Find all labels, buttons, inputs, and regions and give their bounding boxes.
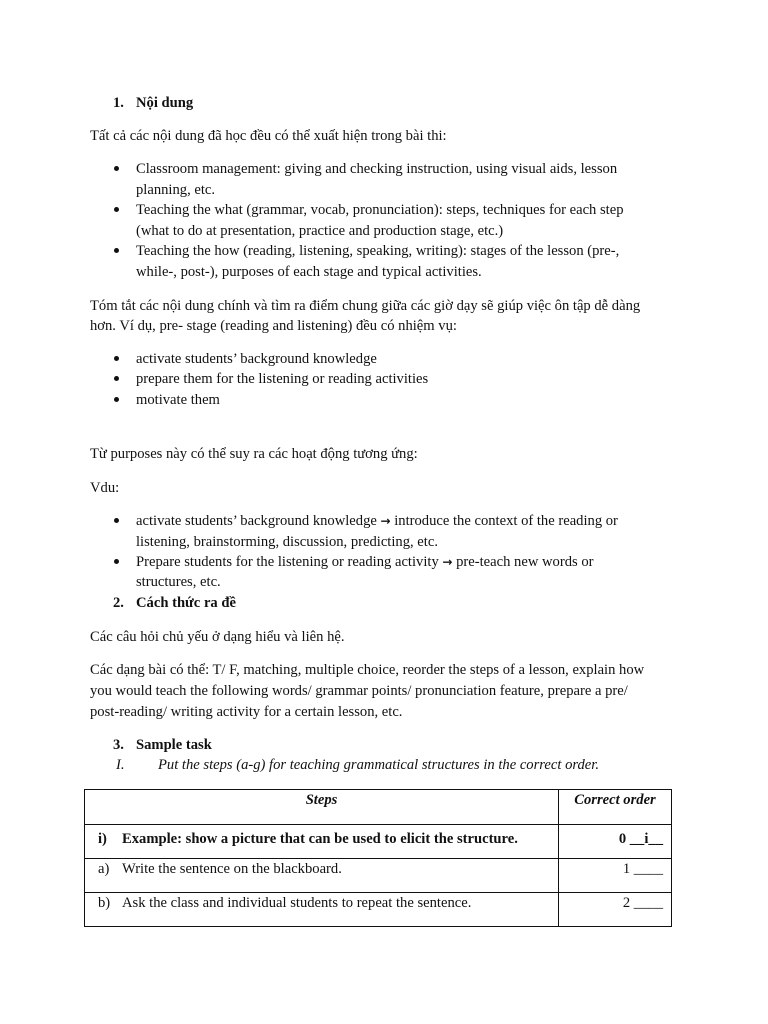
bullet-icon [114, 376, 119, 381]
example-effect: pre-teach new words or [456, 554, 594, 570]
bullet-icon [114, 166, 119, 171]
order-value: 1 ____ [622, 861, 663, 877]
list-item-line: structures, etc. [136, 574, 221, 590]
bullet-icon [114, 397, 119, 402]
step-text: Write the sentence on the blackboard. [122, 861, 342, 877]
list-item-line: Teaching the what (grammar, vocab, pronunciation): steps, techniques for each step [136, 202, 624, 218]
step-label: i) [98, 831, 107, 847]
order-cell[interactable] [559, 825, 672, 859]
bullet-icon [114, 518, 119, 523]
list-item: activate students’ background knowledge [136, 351, 377, 367]
list-item: motivate them [136, 392, 220, 408]
list-item-line: Classroom management: giving and checking instruction, using visual aids, lesson [136, 161, 618, 177]
section-2-paragraph: Các câu hỏi chủ yếu ở dạng hiểu và liên hệ. [90, 629, 345, 645]
step-text: Ask the class and individual students to repeat the sentence. [122, 895, 472, 911]
section-1-number: 1. [113, 95, 124, 111]
section-1-intro: Tất cả các nội dung đã học đều có thể xuất hiện trong bài thi: [90, 128, 447, 144]
purposes-paragraph: Từ purposes này có thể suy ra các hoạt động tương ứng: [90, 446, 418, 462]
bullet-icon [114, 559, 119, 564]
table-row [85, 859, 672, 893]
summary-paragraph-line: hơn. Ví dụ, pre- stage (reading and listening) đều có nhiệm vụ: [90, 318, 457, 334]
bullet-icon [114, 356, 119, 361]
example-cause: activate students’ background knowledge [136, 513, 377, 529]
step-label: a) [98, 861, 110, 877]
step-cell [85, 825, 559, 859]
vdu-label: Vdu: [90, 480, 120, 496]
table-row [85, 893, 672, 927]
list-item-line [136, 552, 594, 572]
correct-order-column-header: Correct order [559, 790, 672, 825]
step-cell [85, 893, 559, 927]
list-item-line: while-, post-), purposes of each stage and typical activities. [136, 264, 482, 280]
step-text: Example: show a picture that can be used to elicit the structure. [122, 831, 518, 847]
section-2-title: Cách thức ra đề [136, 595, 236, 611]
order-value: 2 ____ [622, 895, 663, 911]
example-cause: Prepare students for the listening or reading activity [136, 554, 439, 570]
summary-paragraph-line: Tóm tắt các nội dung chính và tìm ra điểm chung giữa các giờ dạy sẽ giúp việc ôn tập dễ dàng [90, 298, 641, 314]
list-item-line: (what to do at presentation, practice and production stage, etc.) [136, 223, 504, 239]
list-item-line: listening, brainstorming, discussion, predicting, etc. [136, 534, 438, 550]
section-2-number: 2. [113, 595, 124, 611]
section-3-title: Sample task [136, 737, 212, 753]
order-cell[interactable] [559, 893, 672, 927]
example-effect: introduce the context of the reading or [394, 513, 618, 529]
section-3-number: 3. [113, 737, 124, 753]
table-header-row [85, 790, 672, 825]
steps-table [84, 789, 672, 927]
task-sub-number: I. [116, 757, 125, 773]
list-item-line: Teaching the how (reading, listening, speaking, writing): stages of the lesson (pre-, [136, 243, 620, 259]
section-1-title: Nội dung [136, 95, 194, 111]
list-item-line: planning, etc. [136, 182, 216, 198]
list-item-line [136, 511, 618, 531]
order-value: 0 __i__ [618, 831, 663, 847]
task-instruction: Put the steps (a-g) for teaching grammatical structures in the correct order. [158, 757, 599, 773]
arrow-right-icon: → [442, 555, 453, 569]
section-2-paragraph-line: post-reading/ writing activity for a certain lesson, etc. [90, 704, 403, 720]
step-cell [85, 859, 559, 893]
bullet-icon [114, 207, 119, 212]
steps-column-header: Steps [85, 790, 559, 825]
table-row [85, 825, 672, 859]
arrow-right-icon: → [380, 514, 391, 528]
section-2-paragraph-line: you would teach the following words/ grammar points/ pronunciation feature, prepare a pre/ [90, 683, 628, 699]
bullet-icon [114, 248, 119, 253]
list-item: prepare them for the listening or reading activities [136, 371, 429, 387]
section-2-paragraph-line: Các dạng bài có thể: T/ F, matching, multiple choice, reorder the steps of a lesson, explain how [90, 662, 645, 678]
step-label: b) [98, 895, 111, 911]
order-cell[interactable] [559, 859, 672, 893]
